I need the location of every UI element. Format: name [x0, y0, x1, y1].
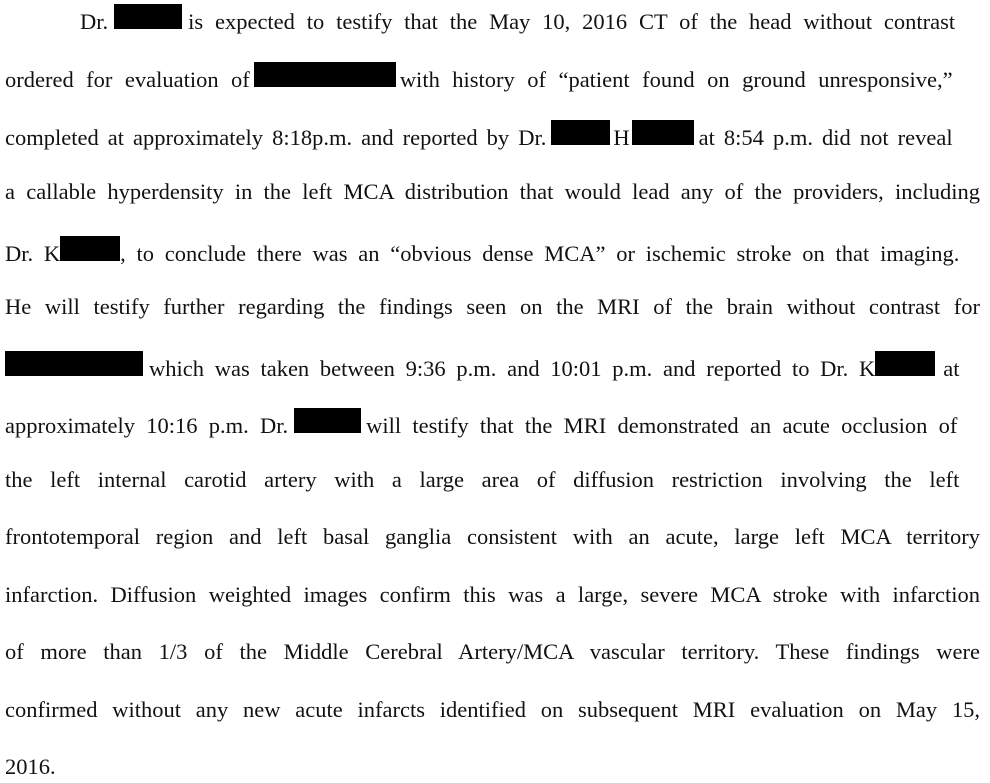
line-text: confirmed without any new acute infarcts identified on subsequent MRI evaluation on May 15,: [5, 697, 980, 722]
line-text: He will testify further regarding the findings seen on the MRI of the brain without contrast for: [5, 294, 980, 319]
line-text: with history of “patient found on ground unresponsive,”: [399, 67, 953, 92]
redaction-bar: [60, 236, 120, 261]
paragraph-line-13: [5, 696, 980, 724]
paragraph-line-8: [5, 408, 980, 440]
paragraph-line-9: [5, 466, 980, 494]
paragraph-line-2: [5, 62, 980, 94]
paragraph-line-10: [5, 523, 980, 551]
redaction-bar: [294, 408, 361, 433]
line-text: of more than 1/3 of the Middle Cerebral Artery/MCA vascular territory. These findings were: [5, 639, 980, 664]
line-text: the left internal carotid artery with a large area of diffusion restriction involving the left: [5, 467, 960, 492]
line-text: Dr.: [80, 9, 109, 34]
line-text: at: [943, 356, 960, 381]
line-text: Dr. K: [5, 241, 61, 266]
paragraph-line-1: [80, 4, 980, 36]
redaction-bar: [632, 120, 694, 145]
redaction-bar: [254, 62, 396, 87]
paragraph-line-12: [5, 638, 980, 666]
paragraph-line-6: [5, 293, 980, 321]
line-text: completed at approximately 8:18p.m. and reported by Dr.: [5, 125, 547, 150]
line-text: approximately 10:16 p.m. Dr.: [5, 413, 289, 438]
redaction-bar: [551, 120, 610, 145]
line-text: H: [613, 125, 630, 150]
line-text: a callable hyperdensity in the left MCA distribution that would lead any of the providers, including: [5, 179, 980, 204]
line-text: ordered for evaluation of: [5, 67, 250, 92]
line-text: at 8:54 p.m. did not reveal: [698, 125, 953, 150]
redaction-bar: [5, 351, 143, 376]
paragraph-line-3: [5, 120, 980, 152]
line-text: is expected to testify that the May 10, 2016 CT of the head without contrast: [188, 9, 956, 34]
line-text: infarction. Diffusion weighted images confirm this was a large, severe MCA stroke with infarction: [5, 582, 980, 607]
line-text: 2016.: [5, 754, 56, 779]
paragraph-line-4: [5, 178, 980, 206]
line-text: will testify that the MRI demonstrated an acute occlusion of: [366, 413, 958, 438]
paragraph-line-5: [5, 236, 980, 268]
line-text: , to conclude there was an “obvious dense MCA” or ischemic stroke on that imaging.: [120, 241, 960, 266]
line-text: which was taken between 9:36 p.m. and 10:01 p.m. and reported to Dr. K: [149, 356, 876, 381]
paragraph-line-11: [5, 581, 980, 609]
line-text: frontotemporal region and left basal ganglia consistent with an acute, large left MCA territory: [5, 524, 980, 549]
redaction-bar: [875, 351, 935, 376]
redaction-bar: [114, 4, 182, 29]
paragraph-line-14: [5, 753, 980, 781]
paragraph-line-7: [5, 351, 980, 383]
